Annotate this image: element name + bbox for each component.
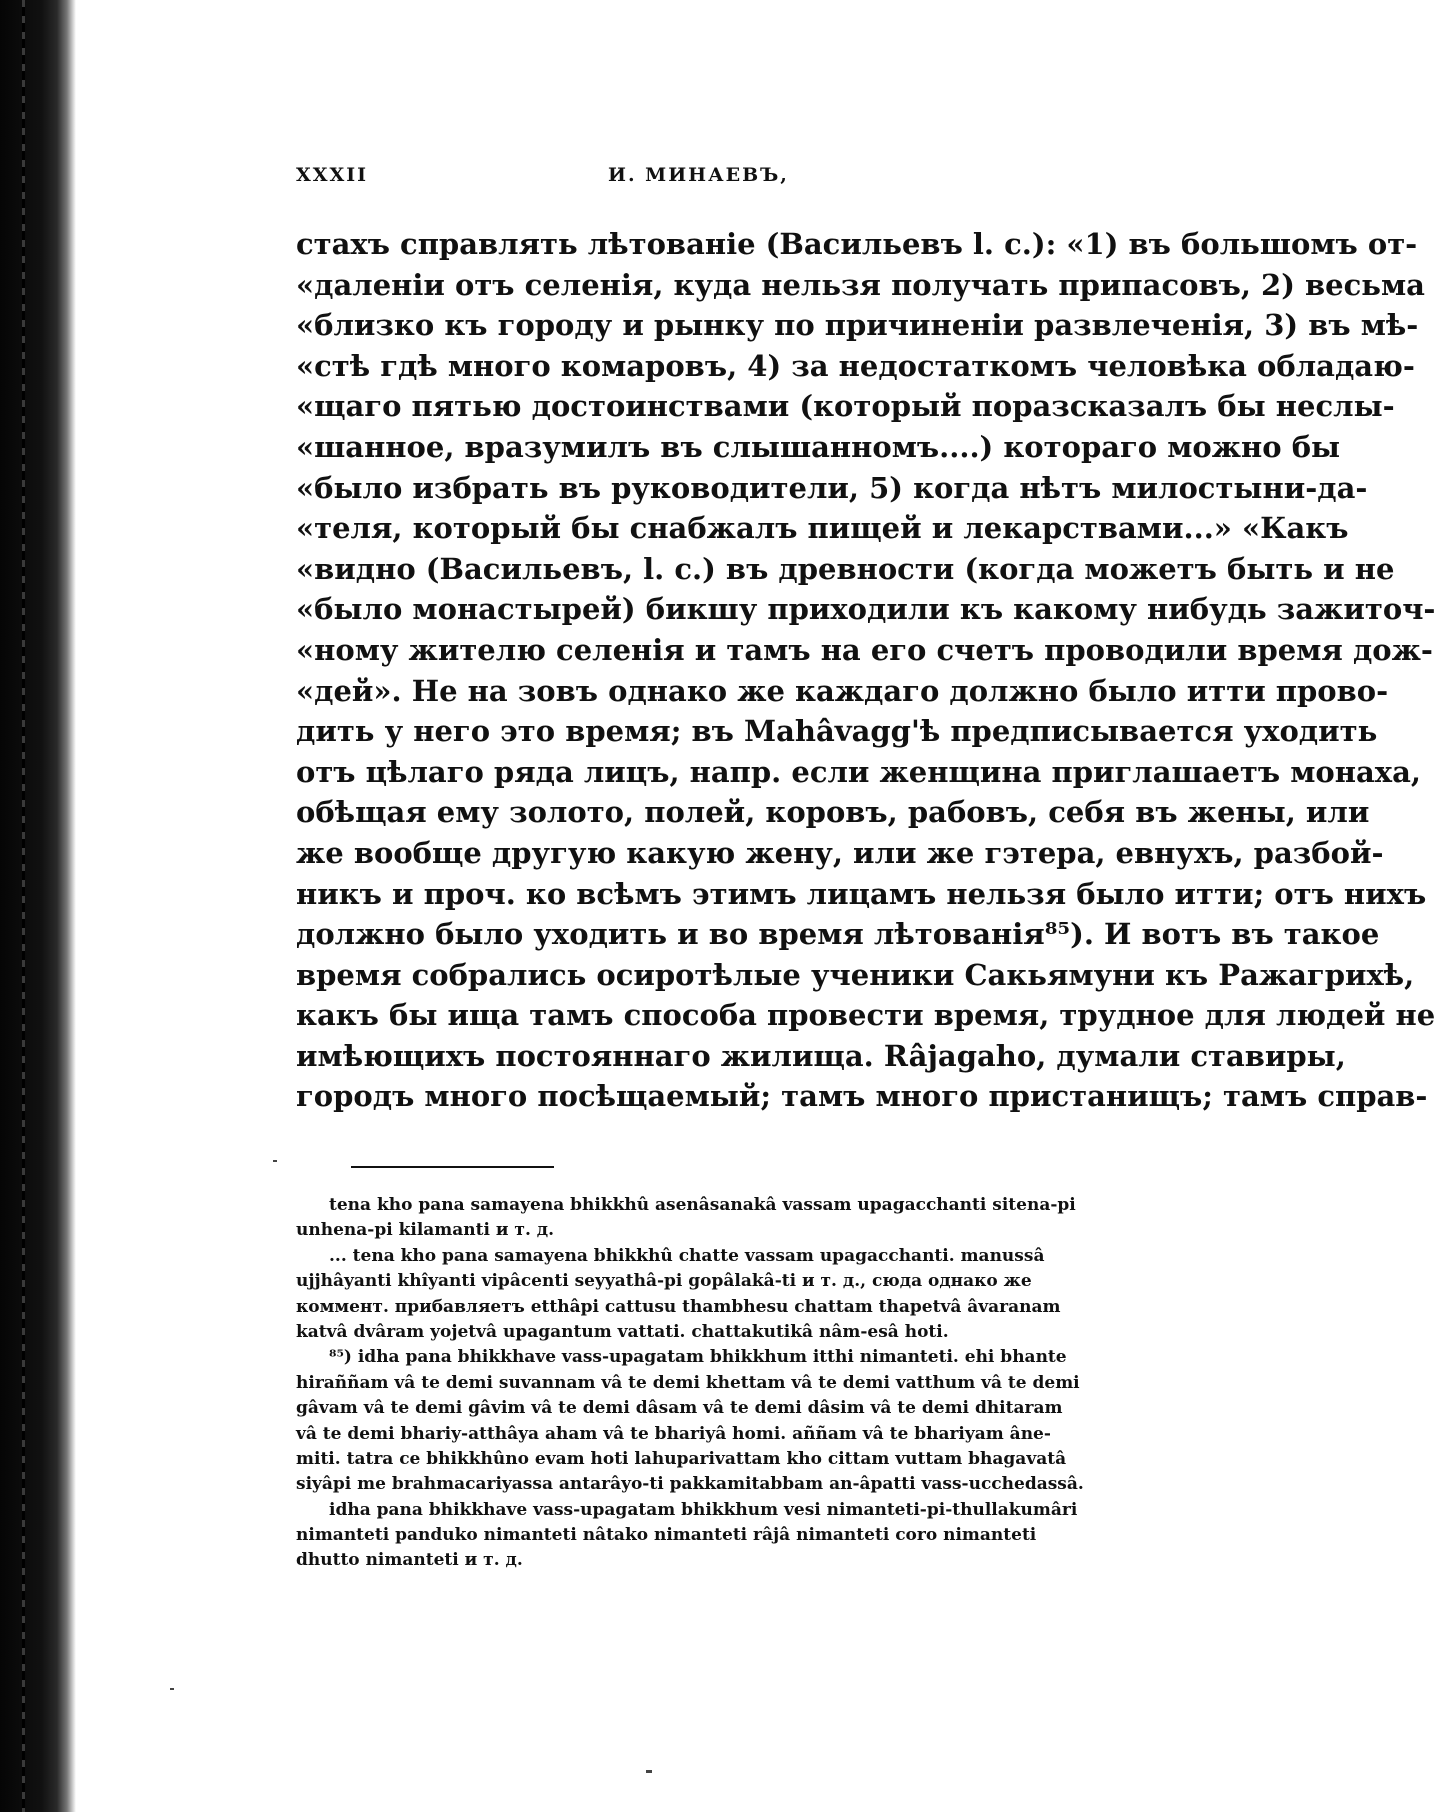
text-line: «видно (Васильевъ, l. с.) въ древности (когда можетъ быть и не [296,551,1395,586]
text-line: имѣющихъ постояннаго жилища. Râjagaho, думали ставиры, [296,1038,1346,1073]
text-line: «дей». Не на зовъ однако же каждаго должно было итти прово- [296,673,1389,708]
footnote-line: gâvam vâ te demi gâvim vâ te demi dâsam vâ te demi dâsim vâ te demi dhitaram [296,1398,1063,1419]
footnote-line: ... tena kho pana samayena bhikkhû chatte vassam upagacchanti. manussâ [329,1245,1045,1266]
text-line: же вообще другую какую жену, или же гэтера, евнухъ, разбой- [296,835,1384,870]
text-line: «шанное, вразумилъ въ слышанномъ....) котораго можно бы [296,429,1341,464]
text-line: «было избрать въ руководители, 5) когда нѣтъ милостыни-да- [296,470,1368,505]
text-line: «теля, который бы снабжалъ пищей и лекарствами...» «Какъ [296,511,1349,546]
book-binding-edge [0,0,76,1812]
footnote-line: ⁸⁵) idha pana bhikkhave vass-upagatam bhikkhum itthi nimanteti. ehi bhante [329,1347,1067,1368]
text-line: отъ цѣлаго ряда лицъ, напр. если женщина приглашаетъ монаха, [296,754,1421,789]
text-line: городъ много посѣщаемый; тамъ много пристанищъ; тамъ справ- [296,1079,1428,1114]
footnote-line: коммент. прибавляетъ etthâpi cattusu thambhesu chattam thapetvâ âvaranam [296,1296,1061,1317]
text-line: должно было уходить и во время лѣтованія⁸⁵). И вотъ въ такое [296,917,1380,952]
footnote-line: idha pana bhikkhave vass-upagatam bhikkhum vesi nimanteti-pi-thullakumâri [329,1499,1078,1520]
text-line: обѣщая ему золото, полей, коровъ, рабовъ, себя въ жены, или [296,795,1370,830]
text-line: «близко къ городу и рынку по причиненіи развлеченія, 3) въ мѣ- [296,308,1419,343]
text-line: дить у него это время; въ Mahâvagg'ѣ предписывается уходить [296,714,1378,749]
text-line: «ному жителю селенія и тамъ на его счетъ проводили время дож- [296,632,1433,667]
footnote-line: hiraññam vâ te demi suvannam vâ te demi khettam vâ te demi vatthum vâ te demi [296,1372,1080,1393]
page-number: XXXII [296,164,369,186]
footnotes-block [296,1193,1141,1574]
text-line: «щаго пятью достоинствами (который поразсказалъ бы неслы- [296,389,1395,424]
footnote-line: miti. tatra ce bhikkhûno evam hoti lahuparivattam kho cittam vuttam bhagavatâ [296,1448,1067,1469]
text-line: «стѣ гдѣ много комаровъ, 4) за недостаткомъ человѣка обладаю- [296,348,1415,383]
footnote-line: vâ te demi bhariy-atthâya aham vâ te bhariyâ homi. aññam vâ te bhariyam âne- [296,1423,1051,1444]
scan-speck [170,1688,174,1690]
text-line: «даленіи отъ селенія, куда нельзя получать припасовъ, 2) весьма [296,267,1425,302]
page-header [296,164,1141,194]
footnote-separator-rule [351,1166,554,1168]
footnote-line: nimanteti panduko nimanteti nâtako nimanteti râjâ nimanteti coro nimanteti [296,1525,1037,1546]
running-title: И. МИНАЕВЪ, [608,164,789,186]
footnote-line: katvâ dvâram yojetvâ upagantum vattati. chattakutikâ nâm-esâ hoti. [296,1321,949,1342]
footnote-line: unhena-pi kilamanti и т. д. [296,1220,555,1241]
text-line: какъ бы ища тамъ способа провести время, трудное для людей не [296,998,1435,1033]
scan-speck [273,1160,277,1162]
text-line: стахъ справлять лѣтованіе (Васильевъ l. с.): «1) въ большомъ от- [296,227,1418,261]
footnote-line: tena kho pana samayena bhikkhû asenâsanakâ vassam upagacchanti sitena-pi [329,1195,1076,1215]
footnote-line: ujjhâyanti khîyanti vipâcenti seyyathâ-pi gopâlakâ-ti и т. д., сюда однако же [296,1271,1032,1292]
text-line: время собрались осиротѣлые ученики Сакьямуни къ Ражагрихѣ, [296,957,1415,992]
footnote-line: siyâpi me brahmacariyassa antarâyo-ti pakkamitabbam an-âpatti vass-ucchedassâ. [296,1474,1084,1495]
footnote-line: dhutto nimanteti и т. д. [296,1550,523,1571]
text-line: никъ и проч. ко всѣмъ этимъ лицамъ нельзя было итти; отъ нихъ [296,876,1427,911]
main-body-text [296,224,1435,1117]
text-line: «было монастырей) бикшу приходили къ какому нибудь зажиточ- [296,592,1435,627]
scan-speck [646,1770,652,1773]
